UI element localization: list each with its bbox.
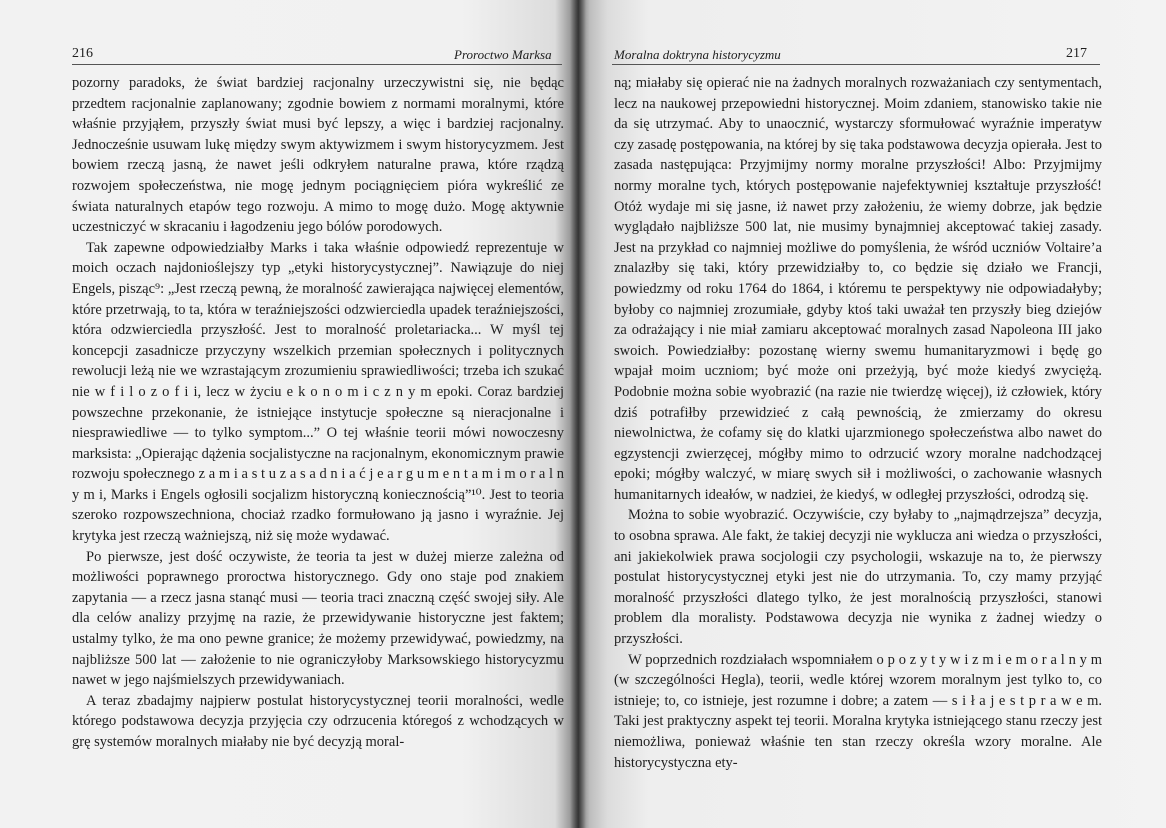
left-paragraph-2: Tak zapewne odpowiedziałby Marks i taka właśnie odpowiedź reprezentuje w moich oczach najdonioślejszy typ „etyki historycystycznej”. Nawiązuje do niej Engels, pisząc⁹: „Jest rzeczą pewną, że moralność zawierająca najwięcej elementów, które przetrwają, to ta, która w teraźniejszości odzwierciedla upadek teraźniejszości, która odzwierciedla przyszłość. Jest to moralność proletariacka... W myśl tej koncepcji zasadnicze przyczyny wszelkich przemian społecznych i politycznych rewolucji leżą nie we wzrastającym zrozumieniu sprawiedliwości; trzeba ich szukać nie w f i l o z o f i i, lecz w życiu e k o n o m i c z n y m epoki. Coraz bardziej powszechne przekonanie, że istniejące instytucje społeczne są nieracjonalne i niesprawiedliwe — to tylko symptom...” O tej właśnie teorii mówi nowoczesny marksista: „Opierając dążenia socjalistyczne na racjonalnym, ekonomicznym prawie rozwoju społecznego z a m i a s t u z a s a d n i a ć j e a r g u m e n t a m i m o r a l n y m i, Marks i Engels ogłosili socjalizm historyczną koniecznością”¹⁰. Jest to teoria szeroko rozpowszechniona, chociaż rzadko formułowano ją jasno i wyraźnie. Jej krytyka jest rzeczą ważniejszą, niż się może wydawać. [72,239,564,545]
left-paragraph-3: Po pierwsze, jest dość oczywiste, że teoria ta jest w dużej mierze zależna od możliwości poprawnego proroctwa historycznego. Gdy ono staje pod znakiem zapytania — a rzecz jasna stanąć musi — teoria traci znaczną część swojej siły. Ale dla celów analizy przyjmę na razie, że przewidywanie historyczne jest faktem; ustalmy tylko, że ma ono pewne granice; że możemy przewidywać, powiedzmy, na najbliższe 500 lat — założenie to nie ograniczyłoby Marksowskiego historycyzmu nawet w jego najśmielszych przewidywaniach. [72,548,564,689]
left-running-title: Proroctwo Marksa [454,47,552,62]
left-page-number: 216 [72,46,93,61]
book-gutter-shadow [570,0,586,828]
left-header-rule [72,64,562,65]
right-paragraph-3: W poprzednich rozdziałach wspomniałem o p o z y t y w i z m i e m o r a l n y m (w szczególności Hegla), teorii, wedle której wzorem moralnym jest tylko to, co istnieje; to, co istnieje, jest rozumne i dobre; a zatem — s i ł a j e s t p r a w e m. Taki jest praktyczny aspekt tej teorii. Moralna krytyka istniejącego stanu rzeczy jest niemożliwa, ponieważ właśnie ten stan rzeczy określa wzory moralne. Ale historycystyczna ety- [614,651,1102,771]
right-page [578,0,1166,828]
right-paragraph-1: ną; miałaby się opierać nie na żadnych moralnych rozważaniach czy sentymentach, lecz na naukowej przepowiedni historycznej. Moim zdaniem, stanowisko takie nie da się utrzymać. Aby to unaocznić, wystarczy sformułować wyraźnie imperatyw czy zasadę postępowania, na której by się taka podstawowa decyzja opierała. Jest to zasada następująca: Przyjmijmy normy moralne przyszłości! Albo: Przyjmijmy normy moralne tych, których postępowanie najefektywniej kształtuje przyszłość! Otóż wydaje mi się jasne, iż nawet przy założeniu, że wiemy dobrze, jak będzie wyglądało najbliższe 500 lat, nie musimy bynajmniej akceptować takiej zasady. Jest na przykład co najmniej możliwe do pomyślenia, że wśród uczniów Voltaire’a znalazłby się taki, który przewidziałby to, co będzie się działo we Francji, powiedzmy od roku 1764 do 1864, i któremu te perspektywy nie odpowiadałyby; byłoby co najmniej zrozumiałe, gdyby ktoś taki uważał ten przyszły bieg dziejów za odrażający i nie miał zamiaru akceptować moralnych zasad Napoleona III jako swoich. Powiedziałby: pozostanę wierny swemu humanitaryzmowi i będę go wpajał moim uczniom; być może oni przeżyją, być może kiedyś zwyciężą. Podobnie można sobie wyobrazić (na razie nie twierdzę więcej), iż człowiek, który dziś potrafiłby przewidzieć z całą pewnością, że zmierzamy do okresu niewolnictwa, że cofamy się do klatki ujarzmionego społeczeństwa albo nawet do egzystencji zwierzęcej, mógłby mimo to odrzucić wzory moralne nadchodzącej epoki; mógłby walczyć, w miarę swych sił i możliwości, o zachowanie własnych humanitarnych ideałów, w nadziei, że kiedyś, w odległej przyszłości, odrodzą się. [614,75,1102,503]
left-page [0,0,578,828]
left-body-text [72,73,564,753]
right-paragraph-2: Można to sobie wyobrazić. Oczywiście, czy byłaby to „najmądrzejsza” decyzja, to osobna sprawa. Ale fakt, że takiej decyzji nie wyklucza ani wiedza o przyszłości, ani jakiekolwiek prawa socjologii czy psychologii, wskazuje na to, że pierwszy postulat historycystycznej etyki jest nie do utrzymania. To, czy mamy przyjąć moralność przyszłości dlatego tylko, że jest moralnością przyszłości, stanowi problem dla moralisty. Podstawowa decyzja nie wynika z żadnej wiedzy o przyszłości. [614,507,1102,648]
left-paragraph-1: pozorny paradoks, że świat bardziej racjonalny urzeczywistni się, nie będąc przedtem racjonalnie zaplanowany; zgodnie bowiem z normami moralnymi, które właśnie przyjąłem, przyszły świat musi być lepszy, a więc i bardziej racjonalny. Jednocześnie usuwam lukę między swym aktywizmem i swym historycyzmem. Jest bowiem rzeczą jasną, że nawet jeśli odkryłem naturalne prawa, które rządzą rozwojem społeczeństwa, nie mogę jednym pociągnięciem pióra wykreślić ze świata naturalnych etapów tego rozwoju. A mimo to mogę dużo. Mogę aktywnie uczestniczyć w skracaniu i łagodzeniu jego bólów porodowych. [72,75,564,236]
right-running-title: Moralna doktryna historycyzmu [614,47,781,62]
left-paragraph-4: A teraz zbadajmy najpierw postulat historycystycznej teorii moralności, wedle którego podstawowa decyzja przyjęcia czy odrzucenia któregoś z wchodzących w grę systemów moralnych miałaby nie być decyzją moral- [72,692,564,750]
right-header-rule [612,64,1100,65]
right-body-text [614,73,1102,773]
right-page-number: 217 [1066,46,1087,61]
